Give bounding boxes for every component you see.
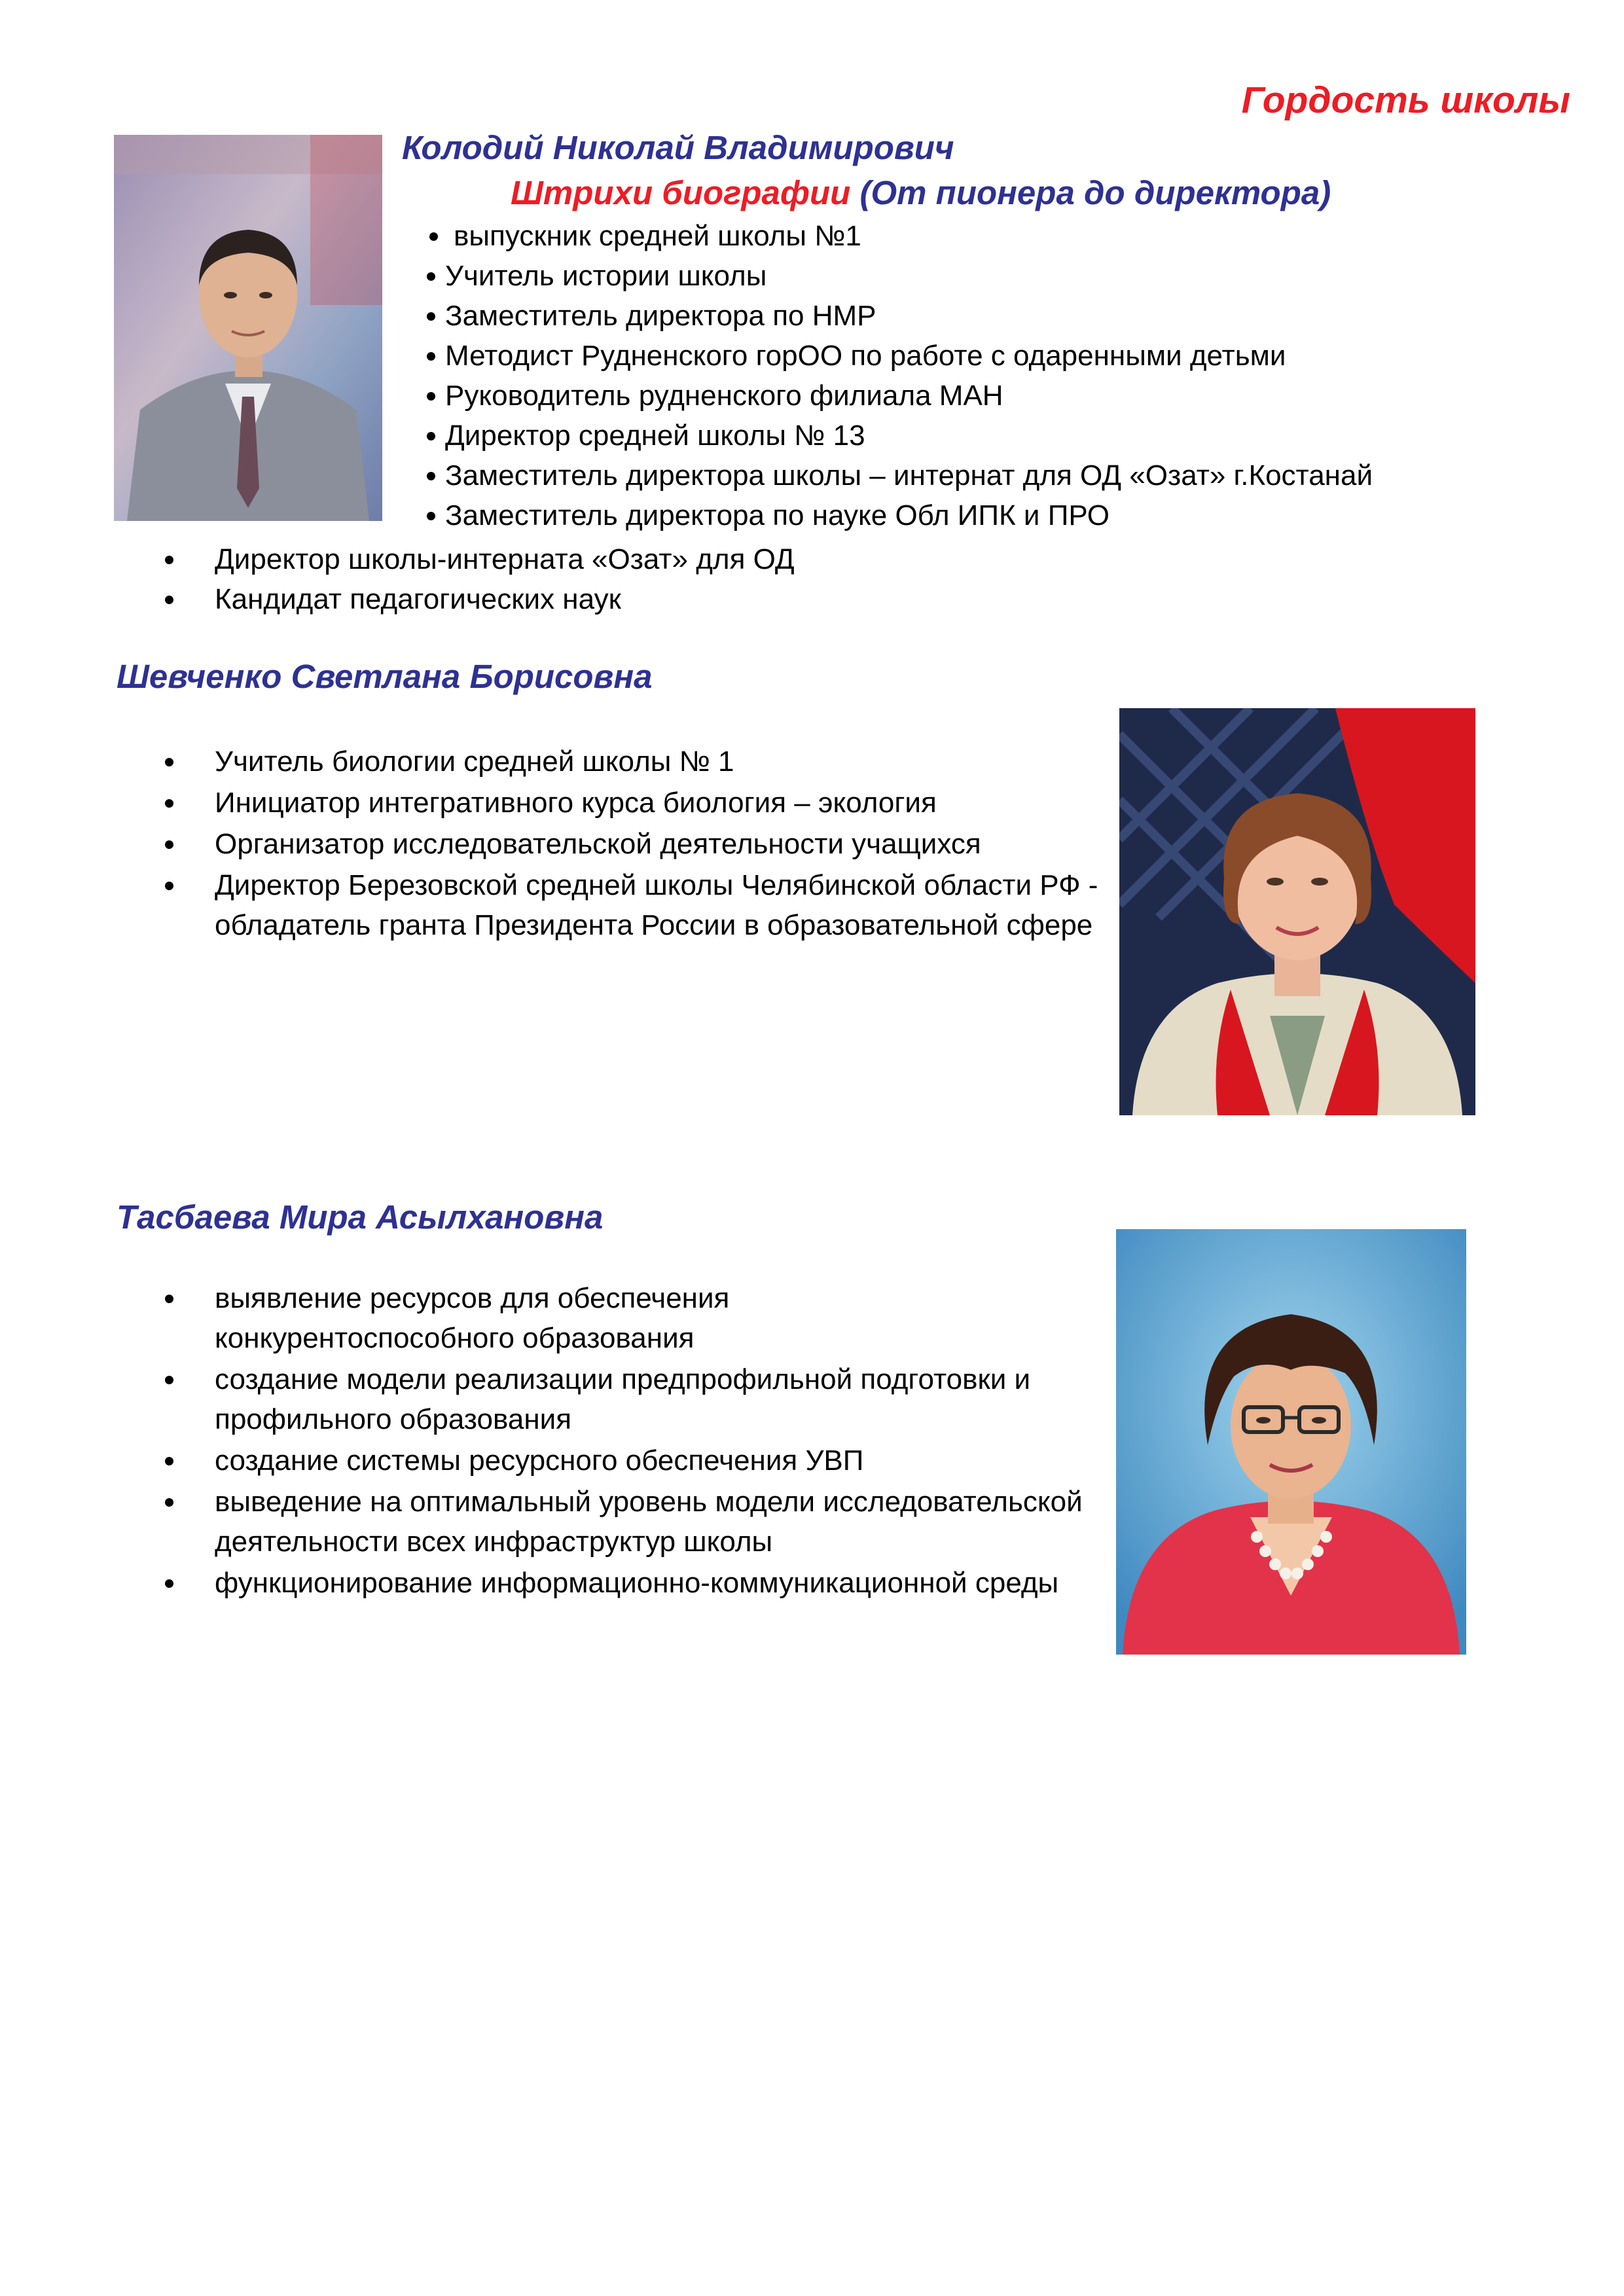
list-item: Методист Рудненского горОО по работе с одаренными детьми <box>424 336 1602 376</box>
bullet-icon <box>427 312 435 321</box>
list-item: Организатор исследовательской деятельности учащихся <box>165 824 987 864</box>
kolodiy-list <box>424 216 1602 535</box>
list-item: Руководитель рудненского филиала МАН <box>424 376 1602 416</box>
bullet-icon <box>427 432 435 440</box>
list-item: выпускник средней школы №1 <box>424 216 1602 256</box>
tasbaeva-list <box>165 1278 1094 1604</box>
kolodiy-subtitle <box>511 173 1331 213</box>
list-item: Кандидат педагогических наук <box>165 579 1147 619</box>
bullet-icon <box>165 840 173 849</box>
list-item: создание системы ресурсного обеспечения УВП <box>165 1441 1094 1480</box>
shevchenko-photo <box>1119 708 1475 1115</box>
bullet-icon <box>165 1498 173 1507</box>
list-item: Директор средней школы № 13 <box>424 416 1602 456</box>
subtitle-period: (От пионера до директора) <box>850 174 1331 211</box>
bullet-icon <box>165 596 173 604</box>
bullet-icon <box>427 392 435 401</box>
page-title: Гордость школы <box>1241 79 1570 121</box>
bullet-icon <box>165 882 173 890</box>
list-item: Директор школы-интерната «Озат» для ОД <box>165 539 1147 579</box>
list-item: Учитель биологии средней школы № 1 <box>165 742 1081 781</box>
list-item: функционирование информационно-коммуникационной среды <box>165 1563 1094 1603</box>
list-item: Заместитель директора по НМР <box>424 296 1602 336</box>
kolodiy-list-wide <box>165 539 1147 619</box>
subtitle-bio: Штрихи биографии <box>511 174 851 211</box>
kolodiy-photo <box>114 135 382 521</box>
shevchenko-name: Шевченко Светлана Борисовна <box>117 658 653 695</box>
list-item: выявление ресурсов для обеспечения конкурентоспособного образования <box>165 1278 935 1358</box>
bullet-icon <box>429 232 438 241</box>
bullet-icon <box>165 1376 173 1384</box>
bullet-icon <box>427 512 435 520</box>
bullet-icon <box>165 799 173 808</box>
bullet-icon <box>427 352 435 361</box>
bullet-icon <box>427 472 435 480</box>
bullet-icon <box>165 556 173 564</box>
kolodiy-name: Колодий Николай Владимирович <box>402 129 954 166</box>
bullet-icon <box>165 1579 173 1588</box>
list-item: Заместитель директора школы – интернат для ОД «Озат» г.Костанай <box>424 456 1602 495</box>
shevchenko-list <box>165 742 1098 946</box>
tasbaeva-photo <box>1116 1229 1466 1655</box>
tasbaeva-name: Тасбаева Мира Асылхановна <box>117 1198 604 1236</box>
list-item: Директор Березовской средней школы Челябинской области РФ - обладатель гранта Президента России в образовательной сфере <box>165 865 1118 945</box>
list-item: Учитель истории школы <box>424 256 1602 296</box>
list-item: Инициатор интегративного курса биология – экология <box>165 783 1081 823</box>
list-item: создание модели реализации предпрофильной подготовки и профильного образования <box>165 1359 1039 1439</box>
bullet-icon <box>165 1457 173 1465</box>
list-item: выведение на оптимальный уровень модели исследовательской деятельности всех инфраструктур школы <box>165 1482 1118 1562</box>
bullet-icon <box>165 1295 173 1303</box>
bullet-icon <box>165 758 173 766</box>
list-item: Заместитель директора по науке Обл ИПК и ПРО <box>424 495 1602 535</box>
bullet-icon <box>427 272 435 281</box>
